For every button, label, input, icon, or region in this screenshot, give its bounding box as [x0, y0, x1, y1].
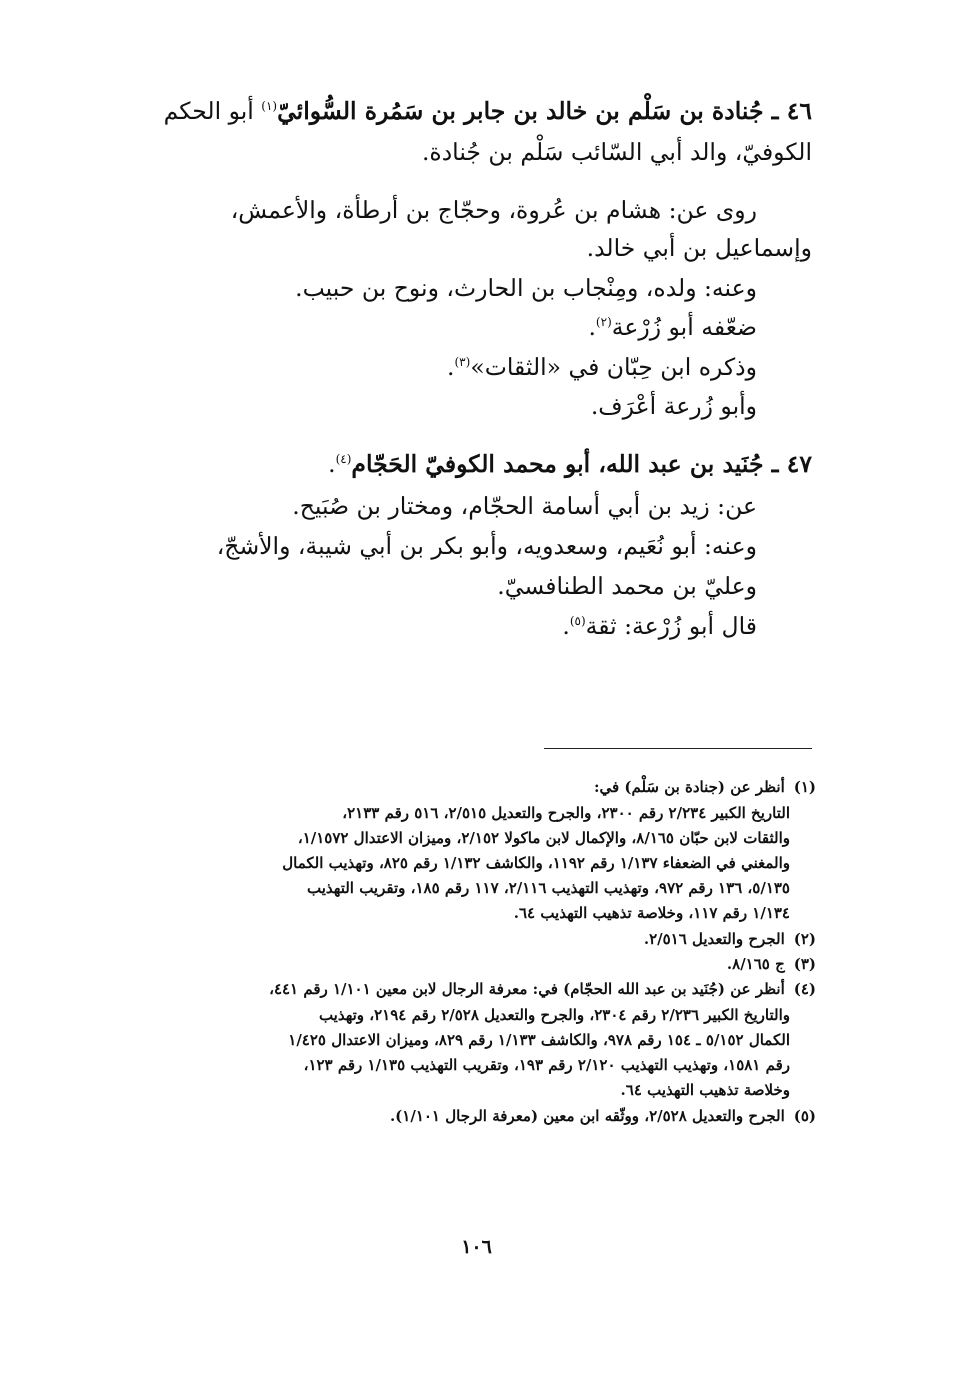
- footnote-1-line-2: التاريخ الكبير ٢/٢٣٤ رقم ٢٣٠٠، والجرح والتعديل ٢/٥١٥، ٥١٦ رقم ٢١٣٣،: [342, 804, 790, 822]
- entry-47-narrated-from: عن: زيد بن أبي أسامة الحجّام، ومختار بن صُبَيح.: [292, 492, 757, 520]
- entry-47-narrators: وعنه: أبو نُعَيم، وسعدويه، وأبو بكر بن أبي شيبة، والأشجّ،: [216, 532, 757, 560]
- footnote-ref-3[interactable]: (٣): [454, 355, 471, 370]
- entry-47-heading-end: .: [328, 450, 336, 478]
- footnote-4-text: أنظر عن (جُنَيد بن عبد الله الحجّام) في: معرفة الرجال لابن معين ١/١٠١ رقم ٤٤١،: [269, 980, 785, 998]
- entry-47-grading-text: قال أبو زُرْعة: ثقة: [585, 612, 757, 640]
- entry-46-ibn-hibban: [447, 349, 757, 385]
- footnote-5-text: الجرح والتعديل ٢/٥٢٨، ووثّقه ابن معين (معرفة الرجال ١/١٠١).: [389, 1107, 785, 1125]
- footnote-1: [594, 774, 816, 800]
- entry-47-grading: [562, 608, 757, 644]
- entry-46-weakened-text: ضعّفه أبو زُرْعة: [611, 313, 757, 341]
- entry-46-ibn-hibban-text: وذكره ابن حِبّان في «الثقات»: [470, 353, 757, 381]
- footnote-1-line-5: ٥/١٣٥، ١٣٦ رقم ٩٧٢، وتهذيب التهذيب ٢/١١٦، ١١٧ رقم ١٨٥، وتقريب التهذيب: [307, 879, 790, 897]
- footnote-3: [727, 951, 816, 977]
- footnote-separator: [544, 748, 812, 749]
- footnote-2-text: الجرح والتعديل ٢/٥١٦.: [643, 930, 785, 948]
- footnote-4-number: (٤): [793, 980, 816, 998]
- entry-47-line-4: وعليّ بن محمد الطنافسيّ.: [497, 572, 757, 600]
- footnote-1-number: (١): [793, 778, 816, 796]
- footnote-ref-5[interactable]: (٥): [569, 614, 586, 629]
- entry-46-narrated-from: روى عن: هشام بن عُروة، وحجّاج بن أرطأة، والأعمش،: [230, 196, 757, 224]
- entry-46-abu-zura: وأبو زُرعة أعْرَف.: [590, 392, 757, 420]
- footnote-3-number: (٣): [793, 955, 816, 973]
- entry-46-narrators: وعنه: ولده، ومِنْجاب بن الحارث، ونوح بن حبيب.: [295, 274, 757, 302]
- page-number: ١٠٦: [461, 1236, 492, 1258]
- footnote-2: [644, 926, 816, 952]
- footnote-4-line-4: رقم ١٥٨١، وتهذيب التهذيب ٢/١٢٠ رقم ١٩٣، وتقريب التهذيب ١/١٣٥ رقم ١٢٣،: [303, 1056, 790, 1074]
- entry-46-title: ٤٦ ـ جُنادة بن سَلْم بن خالد بن جابر بن سَمُرة السُّوائيّ: [277, 97, 812, 125]
- footnote-1-line-6: ١/١٣٤ رقم ١١٧، وخلاصة تذهيب التهذيب ٦٤.: [513, 904, 790, 922]
- entry-46-kunya: أبو الحكم: [163, 97, 262, 125]
- entry-47-heading: [328, 446, 812, 482]
- footnote-4-line-2: والتاريخ الكبير ٢/٢٣٦ رقم ٢٣٠٤، والجرح والتعديل ٢/٥٢٨ رقم ٢١٩٤، وتهذيب: [318, 1006, 790, 1024]
- footnote-1-line-4: والمغني في الضعفاء ١/١٣٧ رقم ١١٩٢، والكاشف ١/١٣٢ رقم ٨٢٥، وتهذيب الكمال: [282, 854, 790, 872]
- entry-46-weakened-end: .: [588, 313, 596, 341]
- footnote-1-line-3: والثقات لابن حبّان ٨/١٦٥، والإكمال لابن ماكولا ٢/١٥٢، وميزان الاعتدال ١/١٥٧٢،: [297, 829, 790, 847]
- footnote-ref-1[interactable]: (١): [261, 99, 278, 114]
- footnote-5-number: (٥): [793, 1107, 816, 1125]
- entry-47-title: ٤٧ ـ جُنَيد بن عبد الله، أبو محمد الكوفيّ الحَجّام: [351, 450, 812, 478]
- entry-46-heading: [164, 93, 812, 129]
- footnote-4: [269, 976, 816, 1002]
- footnote-ref-2[interactable]: (٢): [595, 315, 612, 330]
- entry-47-grading-end: .: [562, 612, 570, 640]
- footnote-3-text: ج ٨/١٦٥.: [726, 955, 785, 973]
- entry-46-ibn-hibban-end: .: [447, 353, 455, 381]
- footnote-4-line-3: الكمال ٥/١٥٢ ـ ١٥٤ رقم ٩٧٨، والكاشف ١/١٣٣ رقم ٨٢٩، وميزان الاعتدال ١/٤٢٥: [288, 1031, 790, 1049]
- footnote-5: [390, 1103, 816, 1129]
- footnote-1-text: أنظر عن (جنادة بن سَلْم) في:: [593, 778, 785, 796]
- entry-46-line-2: الكوفيّ، والد أبي السّائب سَلْم بن جُنادة.: [421, 138, 812, 166]
- footnote-ref-4[interactable]: (٤): [335, 452, 352, 467]
- entry-46-weakened: [588, 309, 757, 345]
- footnote-4-line-5: وخلاصة تذهيب التهذيب ٦٤.: [620, 1081, 790, 1099]
- entry-46-line-4: وإسماعيل بن أبي خالد.: [586, 234, 812, 262]
- footnote-2-number: (٢): [793, 930, 816, 948]
